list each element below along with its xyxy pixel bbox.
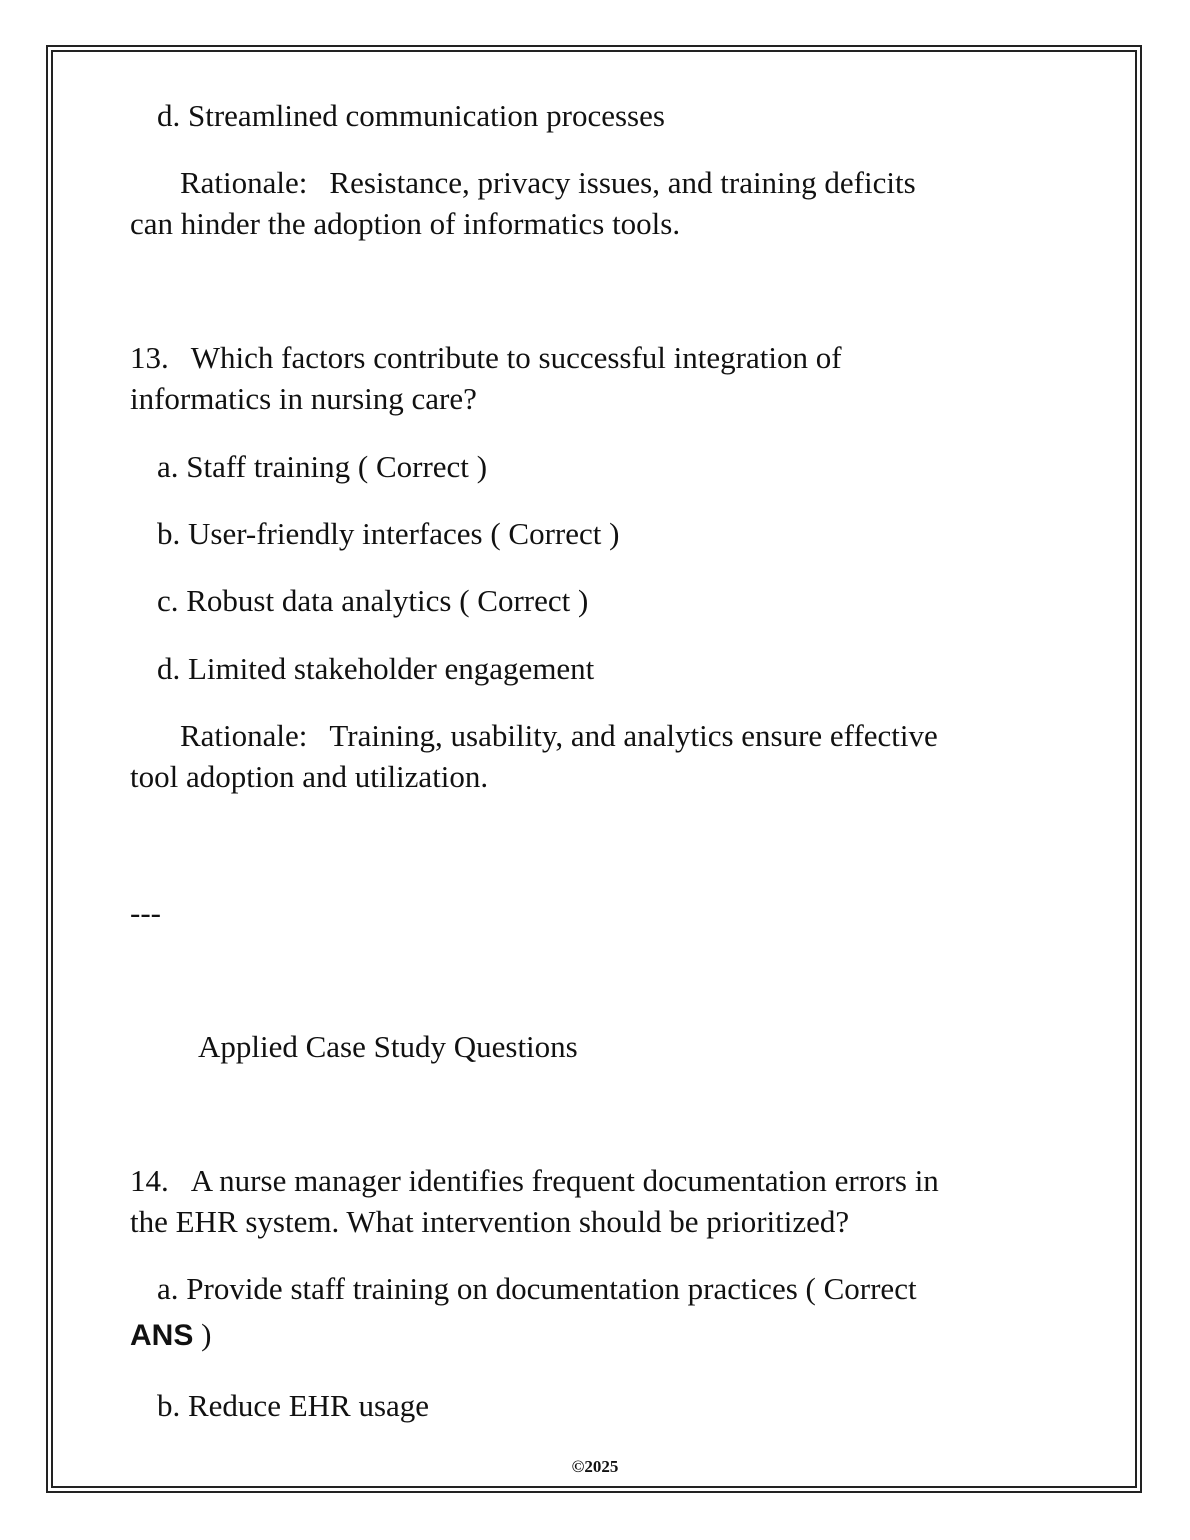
rationale-label: Rationale: bbox=[180, 718, 308, 753]
q13-option-c: c. Robust data analytics ( Correct ) bbox=[157, 583, 589, 618]
q14-option-a-line2: ANS ) bbox=[130, 1317, 212, 1352]
question-number: 13. bbox=[130, 340, 169, 375]
section-heading: Applied Case Study Questions bbox=[198, 1029, 578, 1064]
q12-option-d: d. Streamlined communication processes bbox=[157, 98, 665, 133]
separator: --- bbox=[130, 895, 161, 930]
q14-question-line2: the EHR system. What intervention should be prioritized? bbox=[130, 1204, 850, 1239]
question-number: 14. bbox=[130, 1163, 169, 1198]
q13-rationale-line2: tool adoption and utilization. bbox=[130, 759, 489, 794]
q13-option-b: b. User-friendly interfaces ( Correct ) bbox=[157, 516, 620, 551]
ans-mark: ANS bbox=[130, 1319, 194, 1352]
q14-option-a-line1: a. Provide staff training on documentation practices ( Correct bbox=[157, 1271, 917, 1306]
q13-option-a: a. Staff training ( Correct ) bbox=[157, 449, 488, 484]
correct-mark: Correct bbox=[508, 516, 602, 551]
correct-mark: Correct bbox=[477, 583, 571, 618]
correct-mark: Correct bbox=[823, 1271, 917, 1306]
q13-question-line1: 13. Which factors contribute to successful integration of bbox=[130, 340, 842, 375]
correct-mark: Correct bbox=[375, 449, 469, 484]
copyright-footer: ©2025 bbox=[571, 1457, 619, 1476]
q14-question-line1: 14. A nurse manager identifies frequent documentation errors in bbox=[130, 1163, 939, 1198]
q13-rationale-line1: Rationale: Training, usability, and analytics ensure effective bbox=[180, 718, 938, 753]
q12-rationale-line2: can hinder the adoption of informatics tools. bbox=[130, 206, 681, 241]
q12-rationale-line1: Rationale: Resistance, privacy issues, and training deficits bbox=[180, 165, 916, 200]
q13-option-d: d. Limited stakeholder engagement bbox=[157, 651, 595, 686]
rationale-label: Rationale: bbox=[180, 165, 308, 200]
q14-option-b: b. Reduce EHR usage bbox=[157, 1388, 430, 1423]
q13-question-line2: informatics in nursing care? bbox=[130, 381, 477, 416]
